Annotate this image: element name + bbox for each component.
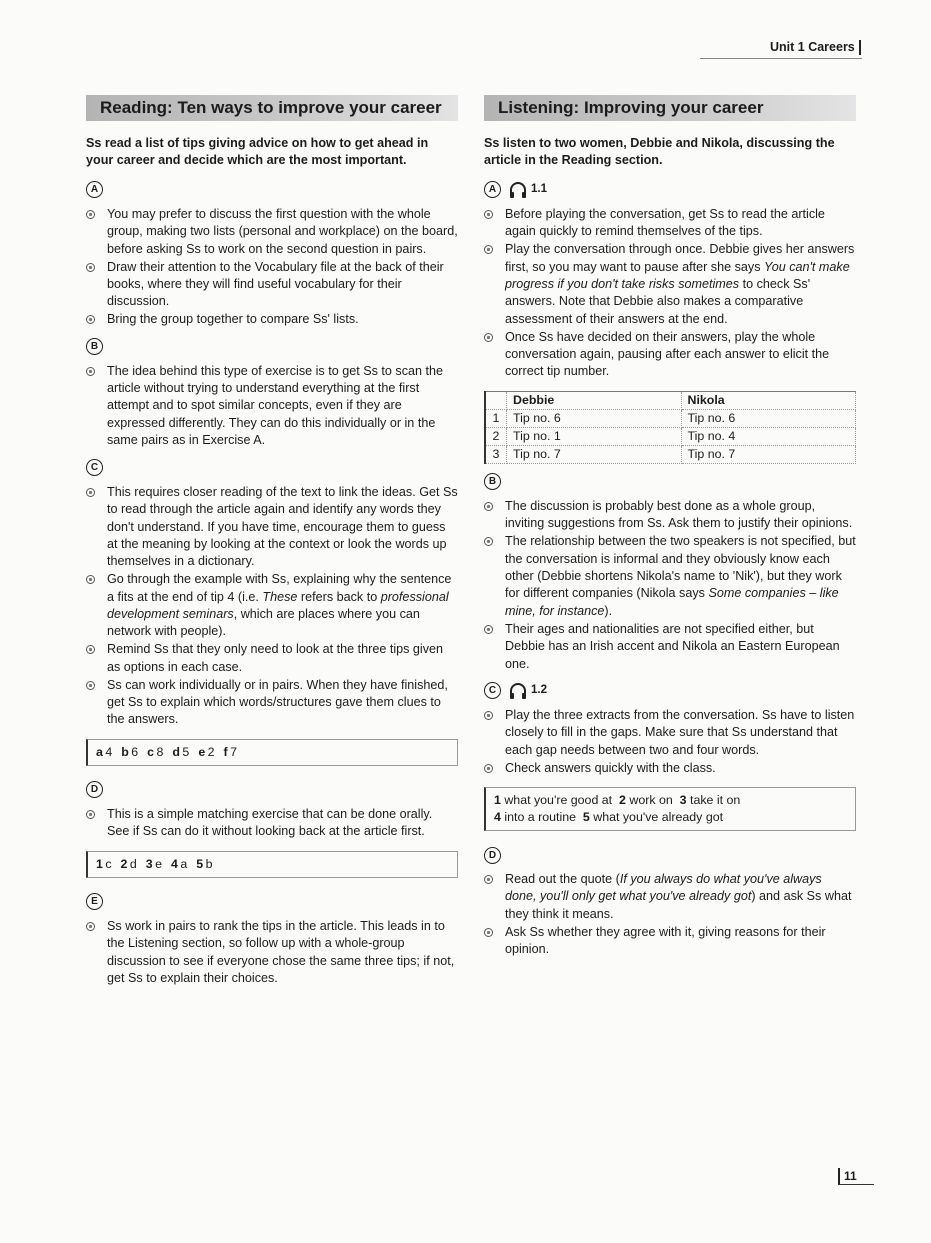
listening-exercise-c-head [484,681,856,701]
listening-exercise-a-head [484,180,856,200]
table-header-row [485,391,856,409]
listening-exercise-d-head [484,845,856,865]
bullet-icon [86,263,95,272]
bullet-icon [484,333,493,342]
list-item: Play the three extracts from the conversation. Ss have to listen closely to fill in the gaps. Make sure that Ss understand that each gap needs between two and four words. [484,707,856,759]
reading-exercise-e-head [86,892,458,912]
bullet-icon [86,922,95,931]
bullet-icon [484,245,493,254]
table-row: 3 Tip no. 7 Tip no. 7 [485,445,856,463]
bullet-icon [86,810,95,819]
listening-exercise-b-head [484,472,856,492]
list-item: You may prefer to discuss the first question with the whole group, making two lists (personal and workplace) on the board, before asking Ss to work on the second question in pairs. [86,206,458,258]
exercise-marker: E [86,893,103,910]
table-row: 2 Tip no. 1 Tip no. 4 [485,427,856,445]
listening-exercise-b-list [484,498,856,673]
reading-exercise-e-list [86,918,458,988]
list-item: Ask Ss whether they agree with it, giving reasons for their opinion. [484,924,856,959]
list-item: Before playing the conversation, get Ss to read the article again quickly to remind themselves of the tips. [484,206,856,241]
listening-column [484,95,856,965]
bullet-icon [484,625,493,634]
bullet-icon [86,488,95,497]
listening-exercise-a-list [484,206,856,381]
running-header: Unit 1 Careers [770,40,861,55]
audio-track: 1.2 [509,682,547,699]
reading-intro: Ss read a list of tips giving advice on how to get ahead in your career and decide which are the most important. [86,136,429,168]
listening-intro: Ss listen to two women, Debbie and Nikola, discussing the article in the Reading section. [484,136,835,168]
bullet-icon [86,367,95,376]
list-item: Bring the group together to compare Ss' lists. [86,311,458,328]
list-item: Remind Ss that they only need to look at the three tips given as options in each case. [86,641,458,676]
table-row: 1 Tip no. 6 Tip no. 6 [485,409,856,427]
reading-exercise-d-head [86,780,458,800]
bullet-icon [86,681,95,690]
reading-exercise-b-head [86,337,458,357]
list-item: The discussion is probably best done as a whole group, inviting suggestions from Ss. Ask them to justify their opinions. [484,498,856,533]
bullet-icon [86,575,95,584]
listening-exercise-d-list [484,871,856,959]
bullet-icon [484,875,493,884]
exercise-marker: B [86,338,103,355]
list-item: This requires closer reading of the text to link the ideas. Get Ss to read through the article again and identify any words they don't understand. If you have time, encourage them to guess at the meaning by looking at the context or look the words up themselves in a dictionary. [86,484,458,571]
headphones-icon [509,683,527,699]
bullet-icon [484,502,493,511]
audio-track: 1.1 [509,181,547,198]
reading-column [86,95,458,993]
reading-exercise-c-list [86,484,458,729]
exercise-marker: B [484,473,501,490]
list-item: Ss can work individually or in pairs. When they have finished, get Ss to explain which words/structures gave them clues to the answers. [86,677,458,729]
listening-section-title: Listening: Improving your career [484,95,856,121]
reading-d-answer-key: 1 c 2 d 3 e 4 a 5 b [86,851,458,878]
exercise-marker: A [484,181,501,198]
bullet-icon [86,645,95,654]
reading-exercise-a-head [86,180,458,200]
listening-exercise-c-list [484,707,856,777]
page-number: 11 [838,1168,874,1185]
exercise-marker: C [484,682,501,699]
list-item: Ss work in pairs to rank the tips in the article. This leads in to the Listening section, so follow up with a whole-group discussion to see if everyone chose the same three tips; if not, get Ss to explain their choices. [86,918,458,988]
bullet-icon [484,537,493,546]
bullet-icon [484,764,493,773]
list-item: Go through the example with Ss, explaining why the sentence a fits at the end of tip 4 (i.e. These refers back to professional development seminars, which are places where you can network with people). [86,571,458,641]
column-header: Debbie [507,391,682,409]
column-header: Nikola [681,391,856,409]
reading-exercise-a-list [86,206,458,329]
exercise-marker: D [86,781,103,798]
list-item: Their ages and nationalities are not specified either, but Debbie has an Irish accent and Nikola an Eastern European one. [484,621,856,673]
list-item: Check answers quickly with the class. [484,760,856,777]
list-item: Draw their attention to the Vocabulary file at the back of their books, where they will find useful vocabulary for their discussion. [86,259,458,311]
list-item: This is a simple matching exercise that can be done orally. See if Ss can do it without looking back at the article first. [86,806,458,841]
bullet-icon [86,315,95,324]
exercise-marker: A [86,181,103,198]
header-rule [700,58,862,59]
reading-c-answer-key: a 4 b 6 c 8 d 5 e 2 f 7 [86,739,458,766]
bullet-icon [484,711,493,720]
exercise-marker: D [484,847,501,864]
list-item: Once Ss have decided on their answers, play the whole conversation again, pausing after each answer to elicit the correct tip number. [484,329,856,381]
list-item: Play the conversation through once. Debbie gives her answers first, so you may want to pause after she says You can't make progress if you don't take risks sometimes to check Ss' answers. Note that Debbie also makes a comparative assessment of their answers at the end. [484,241,856,328]
reading-exercise-c-head [86,458,458,478]
reading-section-title: Reading: Ten ways to improve your career [86,95,458,121]
bullet-icon [484,210,493,219]
bullet-icon [86,210,95,219]
reading-exercise-b-list [86,363,458,450]
list-item: Read out the quote (If you always do what you've always done, you'll only get what you've already got) and ask Ss what they think it means. [484,871,856,923]
headphones-icon [509,182,527,198]
reading-exercise-d-list [86,806,458,841]
list-item: The idea behind this type of exercise is to get Ss to scan the article without trying to understand everything at the first attempt and to spot similar concepts, even if they are expressed differently. They can do this individually or in the same pairs as in Exercise A. [86,363,458,450]
listening-c-answer-key: 1 what you're good at 2 work on 3 take it on 4 into a routine 5 what you've already got [484,787,856,831]
tip-answer-table [484,391,856,464]
exercise-marker: C [86,459,103,476]
list-item: The relationship between the two speakers is not specified, but the conversation is informal and they obviously know each other (Debbie shortens Nikola's name to 'Nik'), but they work for different companies (Nikola says Some companies – like mine, for instance). [484,533,856,620]
bullet-icon [484,928,493,937]
